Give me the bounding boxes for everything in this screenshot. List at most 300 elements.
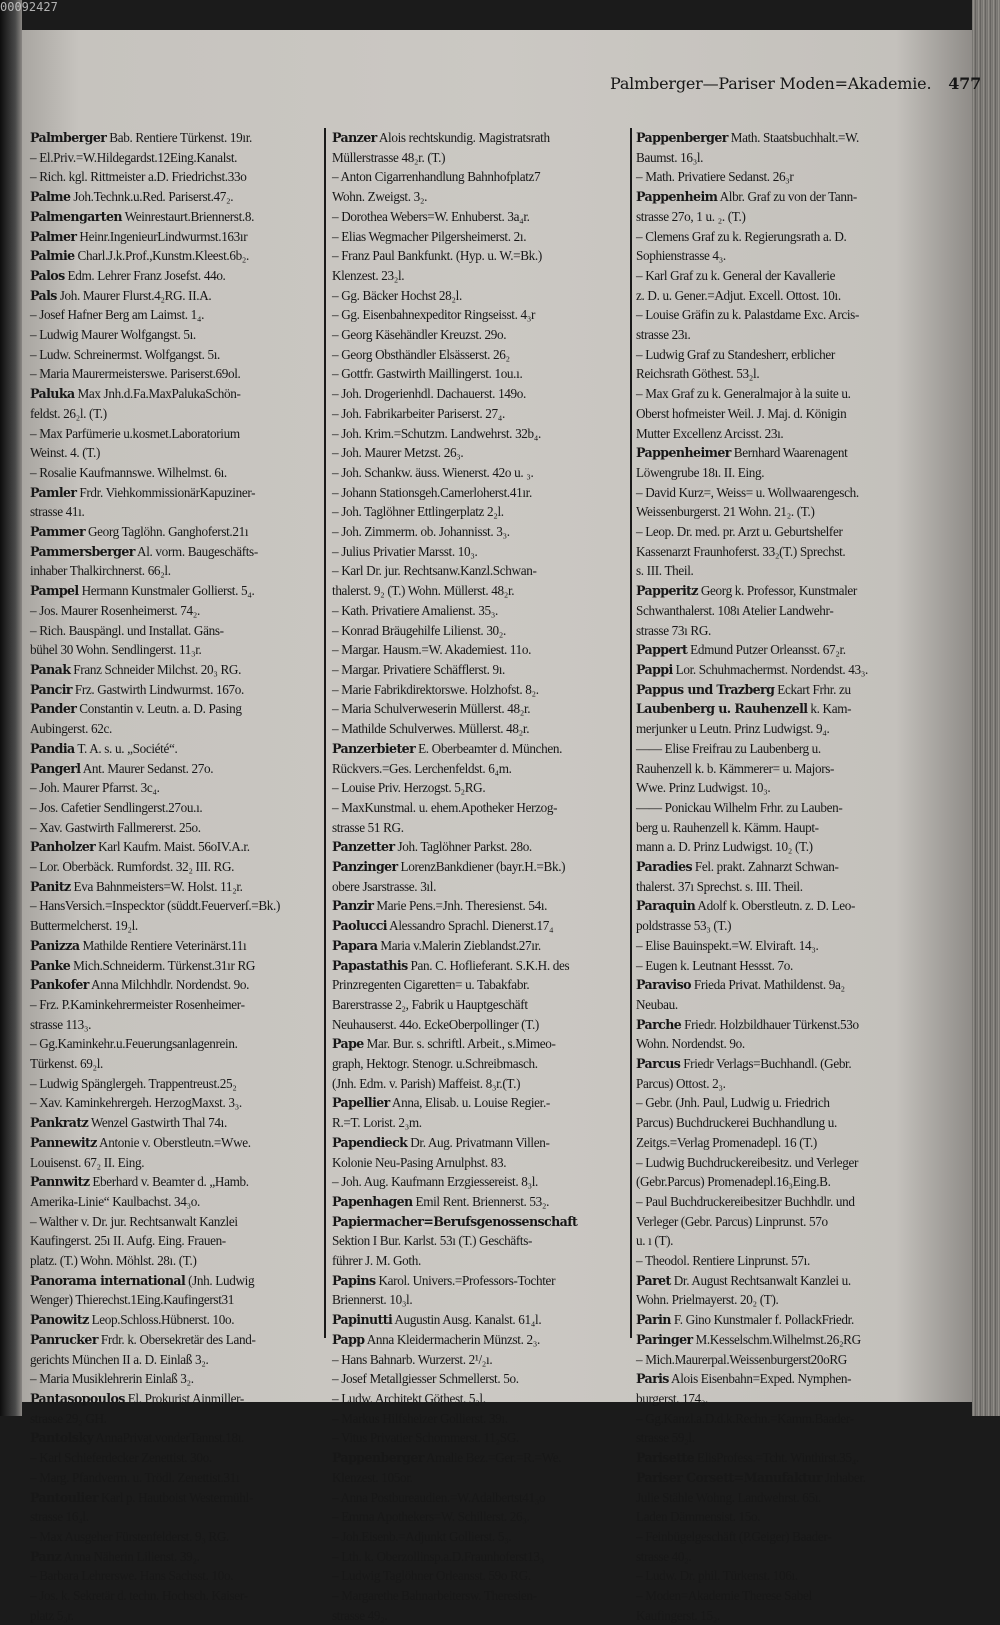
directory-entry — [30, 1290, 320, 1310]
entry-details: – Ludw. Schreinermst. Wolfgangst. 5ı. — [30, 346, 220, 362]
entry-details: Friedr Verlags=Buchhandl. (Gebr. — [680, 1056, 852, 1072]
entry-details: – Gg. Eisenbahnexpeditor Ringseisst. 4₃r — [332, 307, 536, 323]
directory-entry — [636, 364, 974, 384]
entry-surname: Parcus — [636, 1056, 681, 1072]
entry-details: – Ludw. Architekt Göthest. 5₂l. — [332, 1391, 486, 1406]
directory-entry — [30, 857, 320, 877]
page-stack-edge — [972, 0, 1000, 1416]
entry-details: Kolonie Neu-Pasing Arnulphst. 83. — [332, 1154, 507, 1170]
entry-surname: Papendieck — [332, 1134, 408, 1150]
entry-details: – Dorothea Webers=W. Enhuberst. 3a₄r. — [332, 208, 530, 224]
directory-entry — [30, 424, 320, 444]
directory-entry — [30, 167, 320, 187]
column-rule-2 — [630, 128, 632, 1338]
entry-details: Laden Dämmensist. 15o. — [636, 1509, 761, 1525]
entry-details: – Ludwig Buchdruckereibesitz. und Verleger — [636, 1154, 858, 1170]
entry-details: Prinzregenten Cigaretten= u. Tabakfabr. — [332, 977, 530, 993]
entry-details: – Elias Wegmacher Pilgersheimerst. 2ı. — [332, 228, 527, 244]
directory-entry — [332, 837, 627, 857]
directory-entry — [30, 266, 320, 286]
entry-surname: Panzer — [332, 130, 377, 145]
directory-entry — [332, 345, 627, 365]
directory-entry — [30, 975, 320, 995]
entry-details: Adolf k. Oberstleutn. z. D. Leo- — [695, 898, 856, 914]
directory-entry — [332, 1074, 627, 1094]
entry-details: – Georg Obsthändler Elsässerst. 26₂ — [332, 346, 510, 362]
directory-entry — [30, 187, 320, 207]
entry-details: – Jos. Cafetier Sendlingerst.27ou.ı. — [30, 799, 203, 815]
directory-entry — [636, 148, 974, 168]
directory-entry — [30, 1015, 320, 1035]
directory-entry — [30, 916, 320, 936]
entry-details: (Jnh. Edm. v. Parish) Maffeist. 8₃r.(T.) — [332, 1075, 521, 1091]
directory-entry — [636, 818, 974, 838]
directory-entry — [332, 581, 627, 601]
entry-details: Georg Taglöhn. Ganghoferst.21ı — [85, 524, 249, 540]
entry-details: – Lor. Oberbäck. Rumfordst. 32₂ III. RG. — [30, 859, 235, 875]
directory-entry — [30, 1212, 320, 1232]
entry-details: Frieda Privat. Mathildenst. 9a₂ — [690, 977, 845, 993]
directory-entry — [636, 1566, 974, 1586]
entry-details: – Emma Apothekers=W. Schillerst. 26₃. — [332, 1509, 530, 1525]
directory-entry — [636, 227, 974, 247]
entry-details: Schwanthalerst. 108ı Atelier Landwehr- — [636, 602, 834, 618]
entry-details: El. Prokurist Ainmiller- — [124, 1391, 244, 1406]
directory-entry — [636, 857, 974, 877]
entry-surname: Papenhagen — [332, 1193, 413, 1209]
directory-entry — [636, 1350, 974, 1370]
directory-entry — [332, 857, 627, 877]
entry-surname: Paret — [636, 1272, 671, 1288]
entry-details: platz. (T.) Wohn. Möhlst. 28ı. (T.) — [30, 1253, 197, 1269]
directory-entry — [636, 719, 974, 739]
directory-entry — [30, 680, 320, 700]
directory-entry — [30, 581, 320, 601]
entry-surname: Pappenheim — [636, 189, 718, 205]
entry-surname: Panitz — [30, 878, 71, 894]
entry-details: Neubau. — [636, 996, 678, 1012]
entry-details: Reichsrath Göthest. 53₂l. — [636, 366, 760, 382]
directory-entry — [332, 995, 627, 1015]
directory-entry — [636, 1133, 974, 1153]
directory-entry — [636, 798, 974, 818]
entry-details: strasse 40₂. — [636, 1548, 692, 1564]
entry-surname: Papinutti — [332, 1312, 393, 1328]
entry-details: – Theodol. Rentiere Linprunst. 57ı. — [636, 1253, 810, 1269]
entry-details: Wohn. Nordendst. 9o. — [636, 1036, 745, 1052]
entry-details: Hermann Kunstmaler Gollierst. 5₄. — [78, 583, 255, 599]
directory-entry — [30, 621, 320, 641]
entry-surname: Pals — [30, 287, 57, 303]
entry-surname: Paraquin — [636, 898, 696, 914]
column-rule-1 — [324, 128, 326, 1338]
directory-entry — [332, 1153, 627, 1173]
entry-surname: Palmberger — [30, 130, 107, 145]
directory-entry — [30, 1113, 320, 1133]
directory-entry — [332, 227, 627, 247]
entry-details: Franz Schneider Milchst. 20₃ RG. — [70, 661, 242, 677]
directory-entry — [332, 207, 627, 227]
directory-entry — [332, 975, 627, 995]
directory-entry — [636, 1054, 974, 1074]
directory-entry — [30, 778, 320, 798]
entry-details: Anna Kleidermacherin Münzst. 2₃. — [364, 1331, 540, 1347]
entry-surname: Paluka — [30, 386, 75, 402]
entry-details: – Ludwig Maurer Wolfgangst. 5ı. — [30, 327, 196, 343]
directory-entry — [636, 739, 974, 759]
directory-entry — [30, 798, 320, 818]
entry-surname: Panzerbieter — [332, 740, 416, 756]
directory-entry — [636, 680, 974, 700]
directory-entry — [332, 759, 627, 779]
entry-details: Charl.J.k.Prof.,Kunstm.Kleest.6b₂. — [74, 248, 250, 264]
directory-entry — [332, 148, 627, 168]
directory-entry — [332, 1428, 627, 1448]
directory-entry — [332, 1192, 627, 1212]
entry-details: – David Kurz=, Weiss= u. Wollwaarengesch. — [636, 484, 859, 500]
entry-surname: Panrucker — [30, 1331, 98, 1347]
directory-entry — [30, 739, 320, 759]
entry-details: Alessandro Sprachl. Dienerst.17₄ — [386, 918, 554, 934]
directory-entry — [332, 384, 627, 404]
directory-entry — [636, 778, 974, 798]
entry-surname: Palme — [30, 189, 71, 205]
entry-details: Emil Rent. Briennerst. 53₂. — [412, 1193, 550, 1209]
entry-details: R.=T. Lorist. 2₃m. — [332, 1115, 422, 1131]
entry-details: k. Kam- — [807, 701, 852, 717]
entry-details: (Jnh. Ludwig — [185, 1272, 255, 1288]
directory-entry — [30, 404, 320, 424]
directory-entry — [636, 1330, 974, 1350]
column-2 — [332, 128, 627, 1625]
directory-entry — [30, 483, 320, 503]
entry-surname: Papastathis — [332, 957, 408, 973]
entry-details: Eberhard v. Beamter d. „Hamb. — [89, 1174, 249, 1190]
directory-entry — [332, 1547, 627, 1567]
entry-details: – Marie Fabrikdirektorswe. Holzhofst. 8₂. — [332, 681, 539, 697]
entry-details: Louisenst. 67₂ II. Eing. — [30, 1154, 145, 1170]
entry-details: Maria v.Malerin Zieblandst.27ır. — [377, 937, 541, 953]
entry-details: – Hans Bahnarb. Wurzerst. 2¹/₂ı. — [332, 1351, 493, 1367]
directory-entry — [636, 896, 974, 916]
directory-entry — [636, 502, 974, 522]
directory-entry — [30, 128, 320, 148]
directory-entry — [30, 286, 320, 306]
entry-details: – Marg. Pfandverm. u. Trödl. Zenettist.31ı — [30, 1469, 240, 1485]
entry-details: – Louise Gräfin zu k. Palastdame Exc. Arcis- — [636, 307, 860, 323]
entry-details: – Joh. Maurer Pfarrst. 3c₄. — [30, 780, 160, 796]
entry-details: – Eugen k. Leutnant Hessst. 7o. — [636, 957, 793, 973]
entry-details: führer J. M. Goth. — [332, 1253, 421, 1269]
entry-details: Fel. prakt. Zahnarzt Schwan- — [691, 859, 839, 875]
directory-entry — [30, 1034, 320, 1054]
entry-details: Anna Näherin Lilienst. 39₂. — [61, 1548, 200, 1564]
entry-details: Wenger) Thierechst.1Eing.Kaufingerst31 — [30, 1292, 235, 1308]
directory-entry — [636, 1409, 974, 1429]
entry-details: berg u. Rauhenzell k. Kämm. Haupt- — [636, 819, 819, 835]
directory-entry — [30, 1172, 320, 1192]
entry-details: LorenzBankdiener (bayr.H.=Bk.) — [397, 859, 566, 875]
entry-details: – Joh. Zimmerm. ob. Johannisst. 3₃. — [332, 524, 510, 540]
entry-details: M.Kesselschm.Wilhelmst.26₂RG — [692, 1331, 861, 1347]
entry-details: Edm. Lehrer Franz Josefst. 44o. — [64, 267, 226, 283]
entry-details: inhaber Thalkirchnerst. 66₂l. — [30, 563, 171, 579]
entry-surname: Pantasopoulos — [30, 1391, 125, 1406]
entry-details: Sophienstrasse 4₃. — [636, 248, 726, 264]
entry-details: Albr. Graf zu von der Tann- — [717, 189, 857, 205]
directory-entry — [30, 995, 320, 1015]
entry-details: F. Gino Kunstmaler f. PollackFriedr. — [670, 1312, 854, 1328]
entry-surname: Panzir — [332, 898, 374, 914]
directory-entry — [332, 364, 627, 384]
entry-details: – Math. Privatiere Sedanst. 26₃r — [636, 169, 794, 185]
directory-entry — [30, 640, 320, 660]
entry-details: thalerst. 9₂ (T.) Wohn. Müllerst. 48₂r. — [332, 583, 515, 599]
entry-details: strasse 16₄l. — [30, 1509, 89, 1525]
directory-entry — [30, 1330, 320, 1350]
entry-details: – Rich. kgl. Rittmeister a.D. Friedrichst.33o — [30, 169, 247, 185]
entry-details: Briennerst. 10₃l. — [332, 1292, 413, 1308]
entry-surname: Parche — [636, 1016, 682, 1032]
entry-details: – Karl Dr. jur. Rechtsanw.Kanzl.Schwan- — [332, 563, 537, 579]
directory-entry — [30, 1547, 320, 1567]
directory-entry — [30, 1409, 320, 1429]
entry-details: – Ludwig Graf zu Standesherr, erblicher — [636, 346, 835, 362]
directory-entry — [30, 1310, 320, 1330]
entry-details: – Joh. Drogerienhdl. Dachauerst. 149o. — [332, 386, 526, 402]
directory-entry — [30, 1271, 320, 1291]
directory-entry — [30, 1369, 320, 1389]
entry-details: mann a. D. Prinz Ludwigst. 10₂ (T.) — [636, 839, 813, 855]
entry-details: – Ludwig Spänglergeh. Trappentreust.25₂ — [30, 1075, 237, 1091]
entry-surname: Pankratz — [30, 1115, 89, 1131]
entry-surname: Paringer — [636, 1331, 693, 1347]
entry-details: strasse 23ı. — [636, 327, 691, 343]
entry-details: – Joh. Krim.=Schutzm. Landwehrst. 32b₄. — [332, 425, 541, 441]
entry-surname: Pappenberger — [636, 130, 728, 145]
directory-entry — [636, 463, 974, 483]
directory-entry — [636, 1271, 974, 1291]
directory-entry — [636, 759, 974, 779]
entry-surname: Pampel — [30, 583, 79, 599]
entry-details: – Leop. Dr. med. pr. Arzt u. Geburtshelfer — [636, 524, 843, 540]
entry-surname: Pappenheimer — [636, 445, 731, 461]
entry-details: – Maria Schulverweserin Müllerst. 48₂r. — [332, 701, 531, 717]
entry-details: Joh.Technk.u.Red. Pariserst.47₂. — [70, 189, 234, 205]
directory-entry — [332, 1606, 627, 1625]
entry-details: – Jos. Maurer Rosenheimerst. 74₂. — [30, 602, 200, 618]
directory-entry — [636, 128, 974, 148]
entry-details: – Moden=Akademie Therese Sabel — [636, 1588, 812, 1604]
directory-entry — [636, 1606, 974, 1625]
directory-entry — [636, 246, 974, 266]
directory-entry — [332, 1409, 627, 1429]
directory-entry — [30, 1350, 320, 1370]
entry-details: – Gg. Bäcker Hochst 28₂l. — [332, 287, 462, 303]
entry-details: u. ı (T). — [636, 1233, 674, 1249]
directory-entry — [332, 266, 627, 286]
entry-details: – Joh. Fabrikarbeiter Pariserst. 27₄. — [332, 405, 505, 421]
directory-entry — [636, 522, 974, 542]
entry-details: – Xav. Kaminkehrergeh. HerzogMaxst. 3₃. — [30, 1095, 242, 1111]
directory-entry — [30, 1074, 320, 1094]
entry-details: – Gottfr. Gastwirth Maillingerst. 1ou.ı. — [332, 366, 523, 382]
entry-surname: Parisette — [636, 1450, 695, 1466]
directory-entry — [636, 483, 974, 503]
directory-entry — [332, 601, 627, 621]
directory-entry — [30, 699, 320, 719]
entry-details: Dr. August Rechtsanwalt Kanzlei u. — [670, 1272, 851, 1288]
entry-details: merjunker u Leutn. Prinz Ludwigst. 9₄. — [636, 721, 830, 737]
directory-entry — [30, 1133, 320, 1153]
entry-details: (Gebr.Parcus) Promenadepl.16₃Eing.B. — [636, 1174, 831, 1190]
directory-entry — [332, 502, 627, 522]
directory-entry — [332, 1586, 627, 1606]
running-head-title: Palmberger—Pariser Moden=Akademie. — [610, 74, 932, 93]
directory-entry — [30, 345, 320, 365]
entry-details: Georg k. Professor, Kunstmaler — [697, 583, 857, 599]
directory-entry — [30, 364, 320, 384]
directory-entry — [636, 207, 974, 227]
entry-details: Leop.Schloss.Hübnerst. 10o. — [88, 1312, 235, 1328]
entry-details: gerichts München II a. D. Einlaß 3₂. — [30, 1351, 209, 1367]
directory-entry — [30, 1468, 320, 1488]
entry-details: – Margarethe Bahnarbeitersw. Theresien- — [332, 1588, 537, 1604]
entry-surname: Pappert — [636, 642, 688, 658]
entry-details: – Feinbügelgeschäft (P.Geiger) Baader- — [636, 1528, 832, 1544]
entry-details: Mutter Excellenz Arcisst. 23ı. — [636, 425, 784, 441]
entry-details: Barerstrasse 2₂, Fabrik u Hauptgeschäft — [332, 996, 528, 1012]
entry-details: strasse 73ı RG. — [636, 622, 711, 638]
entry-details: Weinst. 4. (T.) — [30, 445, 100, 461]
directory-entry — [636, 266, 974, 286]
directory-entry — [332, 680, 627, 700]
directory-entry — [30, 1231, 320, 1251]
directory-entry — [30, 1606, 320, 1625]
entry-details: Türkenst. 69₂l. — [30, 1056, 103, 1072]
entry-details: Al. vorm. Baugeschäfts- — [134, 543, 258, 559]
directory-entry — [30, 1527, 320, 1547]
entry-details: – Walther v. Dr. jur. Rechtsanwalt Kanzlei — [30, 1213, 238, 1229]
directory-entry — [30, 660, 320, 680]
entry-details: strasse 51 RG. — [332, 819, 404, 835]
column-1 — [30, 128, 320, 1625]
directory-entry — [636, 877, 974, 897]
entry-details: – Konrad Bräugehilfe Lilienst. 30₂. — [332, 622, 506, 638]
entry-details: – Vitus Privatier Schommerst. 11₂SG. — [332, 1430, 519, 1446]
entry-details: – Xav. Gastwirth Fallmererst. 25o. — [30, 819, 201, 835]
directory-entry — [332, 1448, 627, 1468]
entry-details: – Max Parfümerie u.kosmet.Laboratorium — [30, 425, 240, 441]
directory-entry — [30, 1507, 320, 1527]
entry-details: Oberst hofmeister Weil. J. Maj. d. Königin — [636, 405, 847, 421]
directory-entry — [636, 1093, 974, 1113]
entry-details: Löwengrube 18ı. II. Eing. — [636, 464, 765, 480]
entry-details: Antonie v. Oberstleutn.=Wwe. — [96, 1134, 251, 1150]
entry-details: Eckart Frhr. zu — [774, 681, 851, 697]
entry-details: Aubingerst. 62c. — [30, 721, 112, 737]
entry-details: Math. Staatsbuchhalt.=W. — [727, 130, 859, 145]
entry-details: Baumst. 16₃l. — [636, 149, 704, 165]
entry-details: strasse 113₃. — [30, 1016, 92, 1032]
directory-entry — [332, 187, 627, 207]
entry-details: Zeitgs.=Verlag Promenadepl. 16 (T.) — [636, 1134, 817, 1150]
entry-surname: Panz — [30, 1548, 62, 1564]
entry-surname: Pappus und Trazberg — [636, 681, 775, 697]
directory-entry — [332, 739, 627, 759]
directory-entry — [636, 1310, 974, 1330]
directory-entry — [636, 1212, 974, 1232]
directory-entry — [30, 719, 320, 739]
entry-surname: Papellier — [332, 1095, 390, 1111]
entry-surname: Pammersberger — [30, 543, 135, 559]
directory-entry — [636, 1290, 974, 1310]
entry-details: Edmund Putzer Orleansst. 67₂r. — [687, 642, 846, 658]
directory-entry — [30, 227, 320, 247]
directory-entry — [636, 1153, 974, 1173]
entry-surname: Panzinger — [332, 859, 398, 875]
entry-surname: Paradies — [636, 859, 692, 875]
directory-entry — [30, 443, 320, 463]
entry-details: Jnhaber. — [821, 1469, 866, 1485]
directory-entry — [636, 1448, 974, 1468]
entry-surname: Pape — [332, 1036, 364, 1052]
directory-entry — [332, 818, 627, 838]
entry-details: platz 5₃r. — [30, 1607, 74, 1623]
entry-details: Mich.Schneiderm. Türkenst.31ır RG — [70, 957, 256, 973]
entry-details: – Gg.Kanzl.a.D.d.k.Rechn.=Kamm.Baader- — [636, 1410, 854, 1426]
directory-entry — [30, 837, 320, 857]
directory-entry — [636, 1586, 974, 1606]
directory-entry — [332, 404, 627, 424]
entry-details: Alois Eisenbahn=Exped. Nymphen- — [668, 1371, 852, 1387]
entry-details: – Josef Hafner Berg am Laimst. 1₄. — [30, 307, 205, 323]
directory-entry — [332, 896, 627, 916]
directory-entry — [332, 1488, 627, 1508]
entry-details: strasse 49₂. — [332, 1607, 388, 1623]
directory-entry — [636, 699, 974, 719]
column-3 — [636, 128, 974, 1625]
entry-details: s. III. Theil. — [636, 563, 694, 579]
directory-entry — [636, 1547, 974, 1567]
entry-details: z. D. u. Gener.=Adjut. Excell. Ottost. 10ı. — [636, 287, 841, 303]
directory-entry — [332, 1172, 627, 1192]
directory-entry — [636, 995, 974, 1015]
entry-details: feldst. 26₂l. (T.) — [30, 405, 107, 421]
entry-details: Wohn. Prielmayerst. 20₂ (T). — [636, 1292, 779, 1308]
entry-details: – Anton Cigarrenhandlung Bahnhofplatz7 — [332, 169, 541, 185]
directory-entry — [332, 128, 627, 148]
directory-entry — [332, 640, 627, 660]
entry-details: – Karl Schieferdecker Zenettist. 30o. — [30, 1450, 212, 1466]
directory-entry — [332, 936, 627, 956]
entry-details: E. Oberbeamter d. München. — [415, 740, 563, 756]
directory-entry — [332, 1113, 627, 1133]
directory-entry — [636, 424, 974, 444]
directory-entry — [332, 1034, 627, 1054]
directory-entry — [636, 621, 974, 641]
directory-entry — [636, 1074, 974, 1094]
entry-details: – Gebr. (Jnh. Paul, Ludwig u. Friedrich — [636, 1095, 830, 1111]
entry-details: – Markus Hilfsheizer Gollierst. 39ı. — [332, 1410, 508, 1426]
directory-entry — [332, 1212, 627, 1232]
entry-details: —— Ponickau Wilhelm Frhr. zu Lauben- — [636, 799, 843, 815]
entry-details: Klenzest. 105or. — [332, 1469, 413, 1485]
entry-details: —— Elise Freifrau zu Laubenberg u. — [636, 740, 821, 756]
entry-details: obere Jsarstrasse. 3ıl. — [332, 878, 437, 894]
entry-details: Frdr. k. Obersekretär des Land- — [97, 1331, 256, 1347]
entry-details: strasse 59₂l. — [636, 1430, 695, 1446]
